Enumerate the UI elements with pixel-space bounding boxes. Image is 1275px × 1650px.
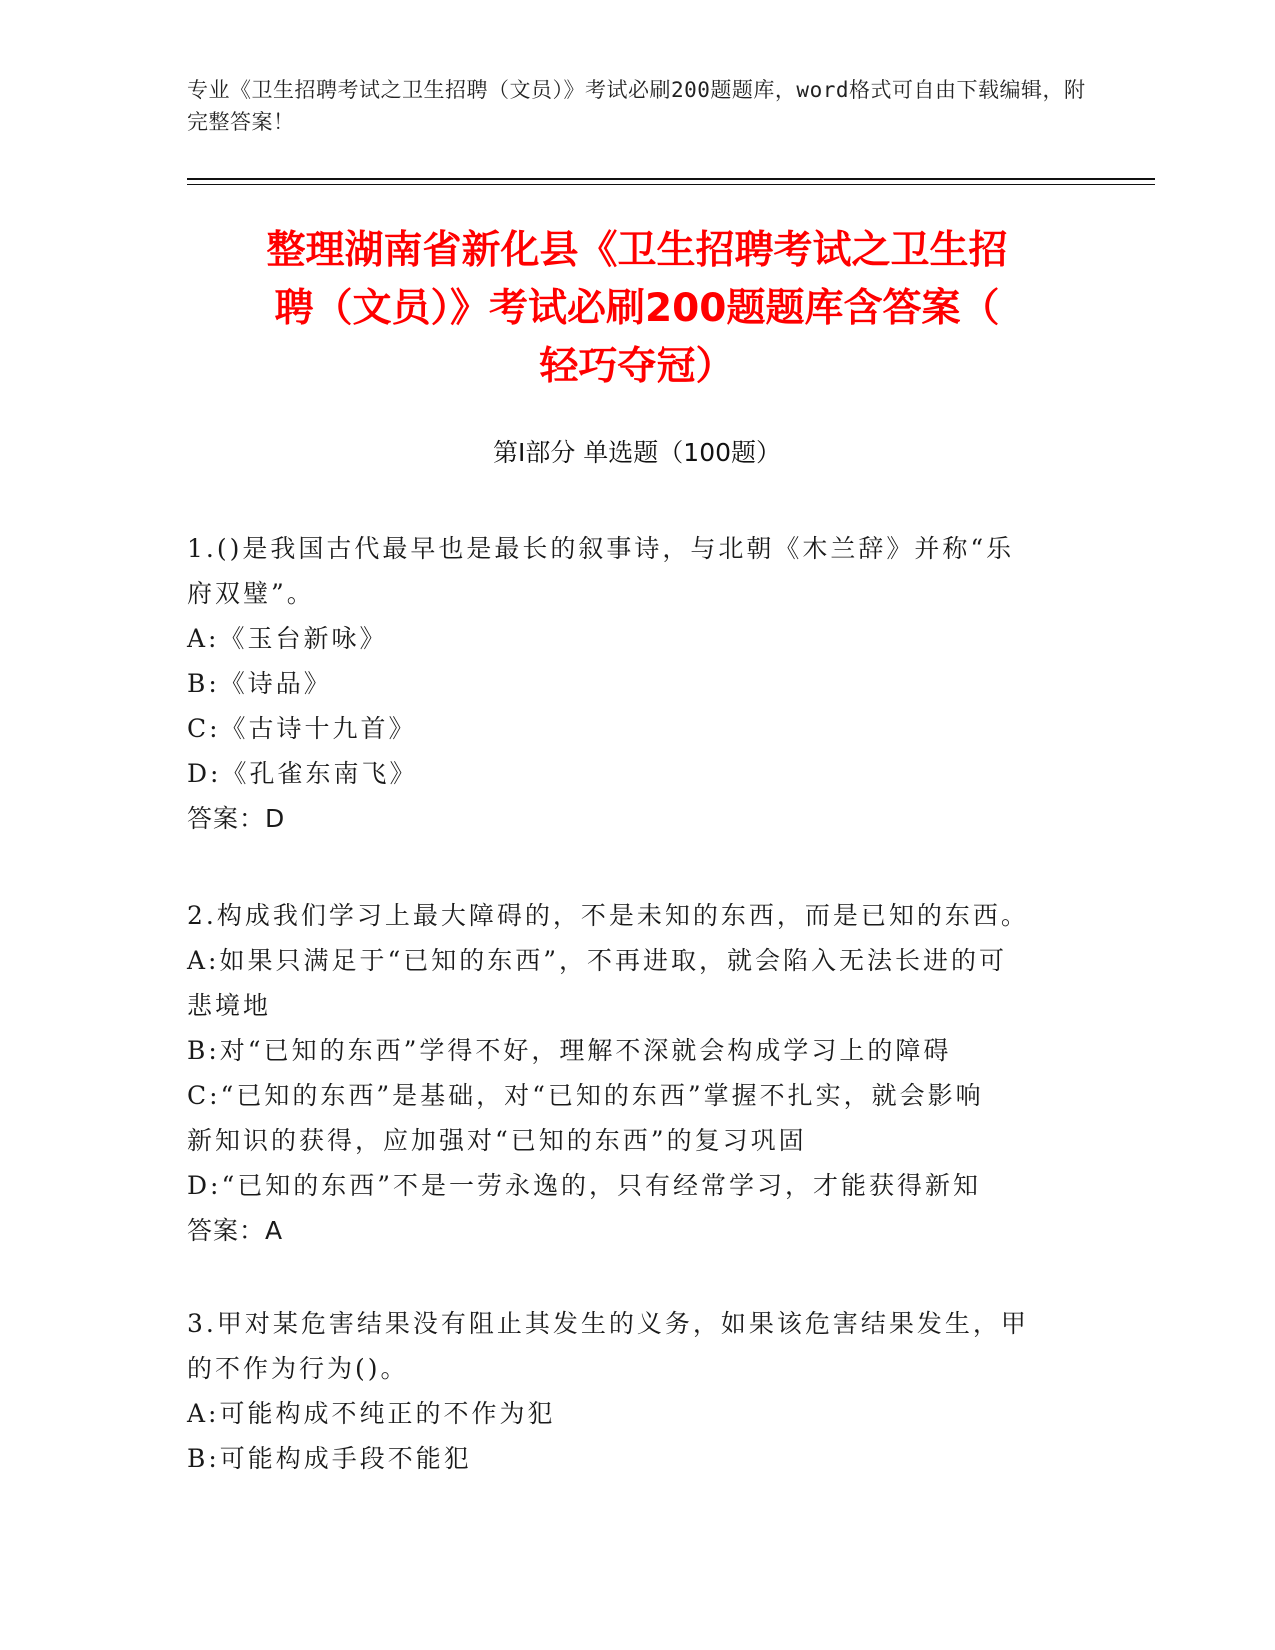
title-line: 整理湖南省新化县《卫生招聘考试之卫生招 — [266, 228, 1008, 273]
option-line: A:如果只满足于“已知的东西”，不再进取，就会陷入无法长进的可 — [187, 946, 1008, 975]
option-b: B:可能构成手段不能犯 — [187, 1444, 472, 1473]
header-rule-thick — [187, 178, 1155, 180]
question-stem-line: 的不作为行为()。 — [187, 1354, 409, 1383]
option-c: C:《古诗十九首》 — [187, 714, 417, 743]
answer-line: 答案：D — [187, 804, 286, 833]
option-d: D:《孔雀东南飞》 — [187, 759, 418, 788]
option-line: 新知识的获得，应加强对“已知的东西”的复习巩固 — [187, 1126, 807, 1155]
option-b: B:《诗品》 — [187, 669, 332, 698]
question-2 — [187, 893, 1067, 1253]
question-1 — [187, 526, 1067, 841]
title-line: 轻巧夺冠） — [539, 344, 735, 389]
option-a: A:《玉台新咏》 — [187, 624, 388, 653]
section-title: 第Ⅰ部分 单选题（100题） — [492, 438, 782, 467]
option-a: A:可能构成不纯正的不作为犯 — [187, 1399, 556, 1428]
title-line: 聘（文员）》考试必刷200题题库含答案（ — [274, 286, 1000, 331]
question-stem-line: 1.()是我国古代最早也是最长的叙事诗，与北朝《木兰辞》并称“乐 — [187, 534, 1015, 563]
option-line: 悲境地 — [187, 991, 272, 1020]
option-line: B:对“已知的东西”学得不好，理解不深就会构成学习上的障碍 — [187, 1036, 952, 1065]
document-title — [187, 222, 1087, 396]
option-line: C:“已知的东西”是基础，对“已知的东西”掌握不扎实，就会影响 — [187, 1081, 984, 1110]
question-stem-line: 府双璧”。 — [187, 579, 315, 608]
header-note: 专业《卫生招聘考试之卫生招聘（文员）》考试必刷200题题库，word格式可自由下载编辑，附完整答案！ — [187, 78, 1086, 134]
answer-line: 答案：A — [187, 1216, 284, 1245]
question-stem-line: 2.构成我们学习上最大障碍的，不是未知的东西，而是已知的东西。 — [187, 901, 1029, 930]
option-line: D:“已知的东西”不是一劳永逸的，只有经常学习，才能获得新知 — [187, 1171, 982, 1200]
question-3 — [187, 1301, 1067, 1481]
header-rule-thin — [187, 184, 1155, 185]
question-stem-line: 3.甲对某危害结果没有阻止其发生的义务，如果该危害结果发生，甲 — [187, 1309, 1029, 1338]
